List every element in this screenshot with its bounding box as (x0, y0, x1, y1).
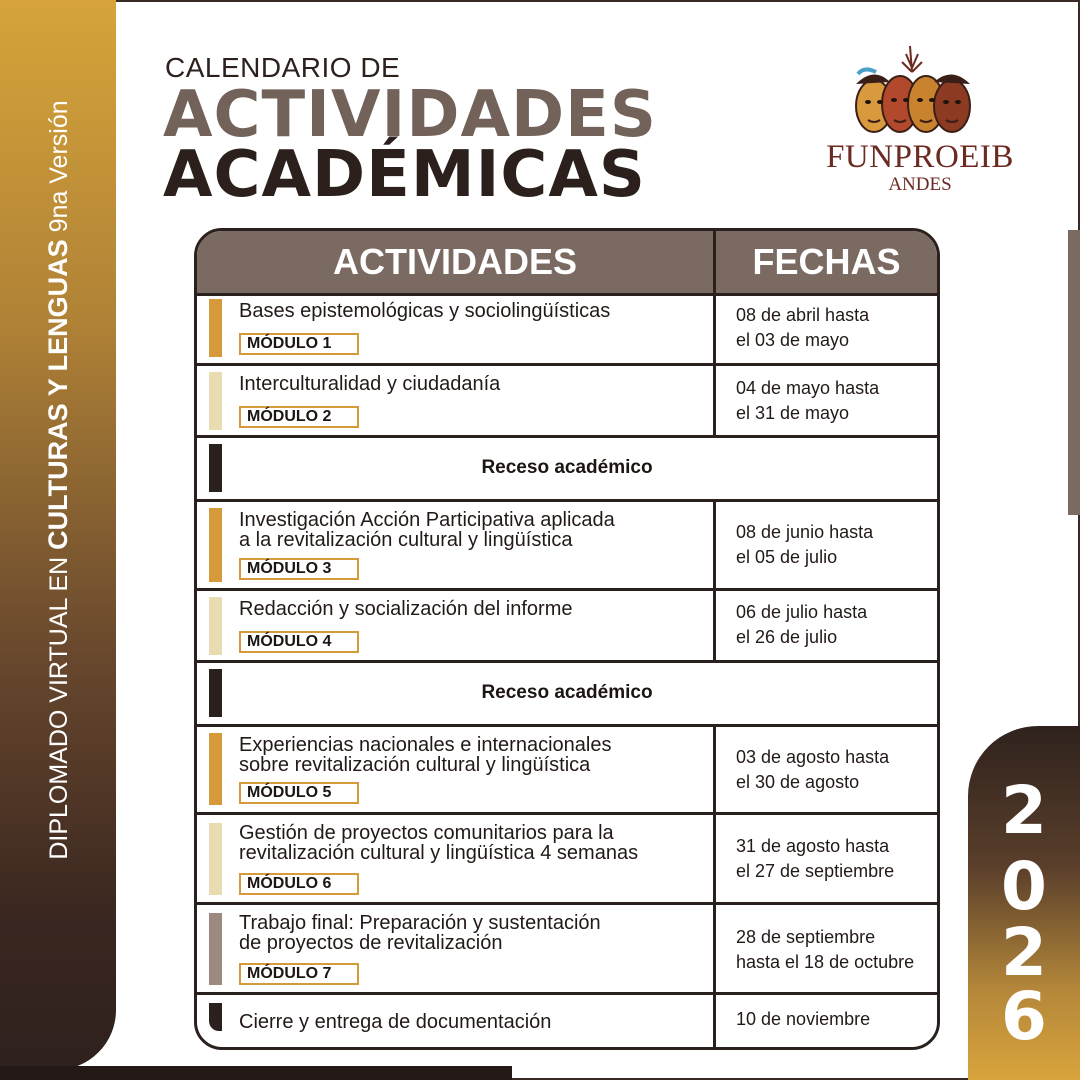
row-marker (209, 372, 222, 430)
date-line: el 05 de julio (736, 547, 838, 567)
logo-name: FUNPROEIB (826, 139, 1014, 175)
year-panel (968, 726, 1080, 1080)
date-line: hasta el 18 de octubre (736, 952, 915, 972)
date-line: 28 de septiembre (736, 927, 876, 947)
activity-text (239, 735, 699, 775)
column-divider (713, 591, 716, 660)
activity-text (239, 823, 699, 863)
date-line: 08 de abril hasta (736, 305, 870, 325)
year-digit: 2 (1001, 772, 1047, 849)
recess-text: Receso académico (481, 682, 653, 703)
column-divider (713, 727, 716, 812)
module-badge: MÓDULO 6 (239, 873, 359, 895)
side-title-bold: CULTURAS Y LENGUAS (43, 239, 73, 550)
date-line: 06 de julio hasta (736, 602, 868, 622)
logo-subtitle: ANDES (888, 174, 952, 195)
module-badge: MÓDULO 7 (239, 963, 359, 985)
date-text (736, 376, 936, 426)
activity-text (239, 510, 699, 550)
activity-text: Cierre y entrega de documentación (239, 1011, 552, 1033)
module-badge: MÓDULO 4 (239, 631, 359, 653)
table-row (197, 815, 937, 905)
header-dates: FECHAS (752, 241, 901, 282)
date-line: el 27 de septiembre (736, 861, 895, 881)
date-text (736, 745, 936, 795)
row-marker (209, 1003, 222, 1031)
recess-row (197, 438, 937, 502)
faces-emblem-icon (818, 44, 1022, 139)
module-badge: MÓDULO 1 (239, 333, 359, 355)
activity-text: Interculturalidad y ciudadanía (239, 373, 501, 395)
activity-text: Bases epistemológicas y sociolingüísticas (239, 300, 611, 322)
table-row (197, 293, 937, 366)
date-text (736, 834, 936, 884)
title-line-3: ACADÉMICAS (163, 138, 646, 212)
row-marker (209, 823, 222, 895)
activity-line: Experiencias nacionales e internacionales (239, 734, 612, 756)
module-badge: MÓDULO 3 (239, 558, 359, 580)
table-row (197, 727, 937, 815)
year-digit: 6 (1001, 978, 1047, 1055)
date-line: 31 de agosto hasta (736, 836, 890, 856)
table-row (197, 591, 937, 663)
column-divider (713, 905, 716, 992)
activity-line: Trabajo final: Preparación y sustentación (239, 912, 601, 934)
recess-row (197, 663, 937, 727)
activity-line: a la revitalización cultural y lingüística (239, 529, 573, 551)
date-line: 04 de mayo hasta (736, 378, 880, 398)
year-digit: 0 (1001, 848, 1047, 925)
column-divider (713, 293, 716, 363)
date-line: el 31 de mayo (736, 403, 850, 423)
date-line: el 26 de julio (736, 627, 838, 647)
activity-text (239, 913, 699, 953)
column-divider (713, 815, 716, 902)
side-band (0, 0, 116, 1070)
bottom-bar (0, 1066, 512, 1080)
side-title-suffix: 9na Versión (45, 100, 73, 240)
title-line-1: CALENDARIO DE (165, 52, 401, 83)
row-marker (209, 597, 222, 655)
date-line: el 03 de mayo (736, 330, 850, 350)
table-row (197, 995, 937, 1047)
row-marker (209, 299, 222, 357)
activity-text: Redacción y socialización del informe (239, 598, 573, 620)
year-digit: 2 (1001, 914, 1047, 991)
right-accent-bar (1068, 230, 1080, 515)
row-marker (209, 913, 222, 985)
recess-text: Receso académico (481, 457, 653, 478)
title-line-2: ACTIVIDADES (163, 78, 657, 152)
activity-line: revitalización cultural y lingüística 4 semanas (239, 842, 639, 864)
row-marker (209, 733, 222, 805)
date-text (736, 600, 936, 650)
column-divider (713, 995, 716, 1047)
date-line: el 30 de agosto (736, 772, 860, 792)
table-row (197, 366, 937, 438)
activity-line: Investigación Acción Participativa aplicada (239, 509, 615, 531)
column-divider (713, 502, 716, 588)
column-divider (713, 366, 716, 435)
date-text (736, 925, 936, 975)
date-line: 03 de agosto hasta (736, 747, 890, 767)
table-header (197, 231, 937, 296)
side-title (38, 50, 78, 910)
table-row (197, 502, 937, 591)
date-text (736, 303, 936, 353)
row-marker (209, 508, 222, 582)
module-badge: MÓDULO 2 (239, 406, 359, 428)
date-text (736, 520, 936, 570)
date-line: 08 de junio hasta (736, 522, 874, 542)
activity-line: de proyectos de revitalización (239, 932, 503, 954)
activity-line: Gestión de proyectos comunitarios para la (239, 822, 614, 844)
side-title-regular: DIPLOMADO VIRTUAL EN (45, 549, 73, 860)
header-activities: ACTIVIDADES (332, 241, 578, 282)
activity-line: sobre revitalización cultural y lingüística (239, 754, 591, 776)
date-text: 10 de noviembre (736, 1009, 871, 1029)
activities-table (194, 228, 940, 1050)
table-row (197, 905, 937, 995)
module-badge: MÓDULO 5 (239, 782, 359, 804)
logo (818, 44, 1022, 204)
